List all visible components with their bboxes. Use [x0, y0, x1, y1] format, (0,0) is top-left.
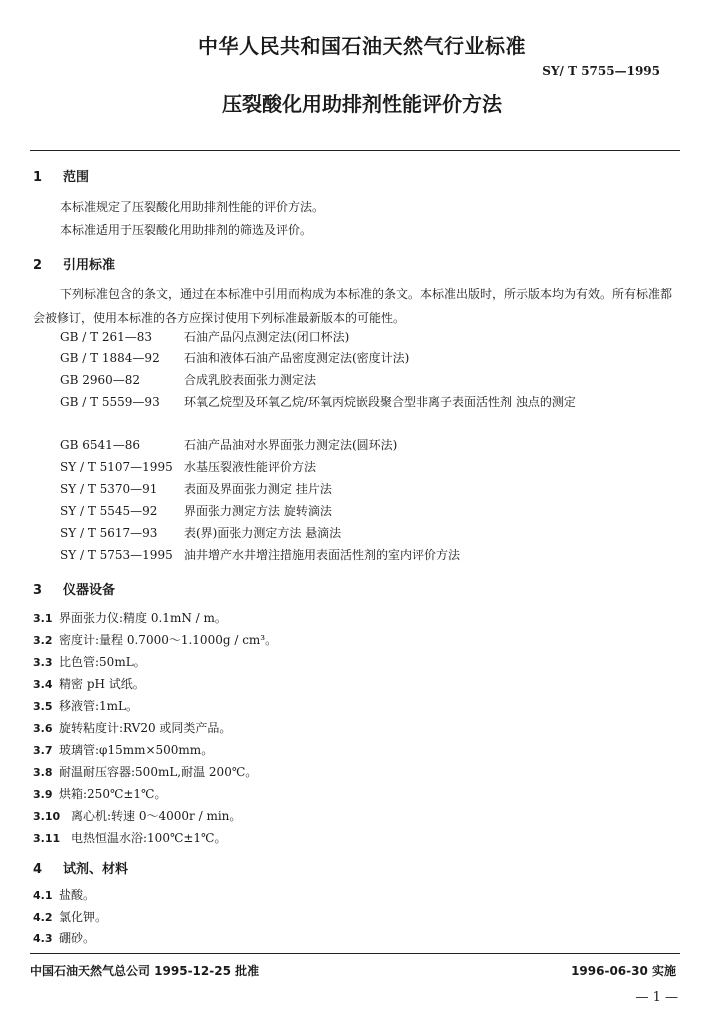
section-number: 3 — [33, 583, 43, 598]
list-item — [33, 785, 167, 802]
list-item — [33, 675, 145, 692]
list-item — [33, 719, 231, 736]
item-number: 4.3 — [33, 932, 53, 945]
item-text: 玻璃管:φ15mm×500mm。 — [59, 743, 214, 757]
approval-line: 中国石油天然气总公司 1995-12-25 批准 — [30, 964, 260, 978]
list-item — [33, 763, 257, 780]
reference-code: SY / T 5545—92 — [60, 504, 158, 518]
reference-code: GB 6541—86 — [60, 438, 141, 452]
section-title: 引用标准 — [63, 258, 116, 273]
reference-item — [60, 546, 460, 563]
section-number: 1 — [33, 170, 43, 185]
item-number: 3.1 — [33, 612, 53, 625]
reference-code: GB / T 5559—93 — [60, 395, 160, 409]
list-item — [33, 908, 107, 925]
section-3-heading — [33, 579, 115, 598]
reference-code: GB 2960—82 — [60, 373, 141, 387]
reference-code: SY / T 5107—1995 — [60, 460, 173, 474]
reference-code: SY / T 5617—93 — [60, 526, 158, 540]
reference-code: GB / T 261—83 — [60, 330, 153, 344]
list-item — [33, 631, 277, 648]
reference-code: SY / T 5370—91 — [60, 482, 158, 496]
list-item — [33, 697, 138, 714]
reference-name: 环氧乙烷型及环氧乙烷/环氧丙烷嵌段聚合型非离子表面活性剂 浊点的测定 — [184, 395, 576, 409]
section-number: 2 — [33, 258, 43, 273]
footer-rule — [30, 953, 680, 954]
list-item — [33, 653, 146, 670]
item-text: 密度计:量程 0.7000～1.1000g / cm³。 — [59, 633, 278, 647]
effective-date: 1996-06-30 实施 — [571, 964, 676, 978]
reference-item — [60, 328, 349, 345]
item-text: 移液管:1mL。 — [59, 699, 139, 713]
item-number: 3.11 — [33, 832, 61, 845]
reference-name: 合成乳胶表面张力测定法 — [184, 373, 317, 387]
org-title: 中华人民共和国石油天然气行业标准 — [198, 34, 526, 58]
document-title: 压裂酸化用助排剂性能评价方法 — [222, 92, 502, 116]
section-title: 仪器设备 — [63, 583, 116, 598]
reference-item — [60, 480, 332, 497]
item-number: 3.8 — [33, 766, 53, 779]
list-item — [33, 741, 213, 758]
page-number: — 1 — — [635, 990, 678, 1005]
item-number: 3.6 — [33, 722, 53, 735]
item-number: 3.9 — [33, 788, 53, 801]
reference-item — [60, 392, 724, 413]
section-2-heading — [33, 254, 115, 273]
reference-item — [60, 436, 397, 453]
header-rule — [30, 150, 680, 151]
item-text: 耐温耐压容器:500mL,耐温 200℃。 — [59, 765, 258, 779]
item-text: 盐酸。 — [59, 888, 96, 902]
reference-item — [60, 371, 316, 388]
item-text: 氯化钾。 — [59, 910, 108, 924]
section-title: 试剂、材料 — [63, 862, 129, 877]
reference-name: 石油产品闪点测定法(闭口杯法) — [184, 330, 350, 344]
item-number: 3.4 — [33, 678, 53, 691]
reference-name: 表面及界面张力测定 挂片法 — [184, 482, 332, 496]
item-number: 3.7 — [33, 744, 53, 757]
reference-name: 石油和液体石油产品密度测定法(密度计法) — [184, 351, 410, 365]
reference-item — [60, 458, 316, 475]
reference-item — [60, 502, 332, 519]
item-text: 界面张力仪:精度 0.1mN / m。 — [59, 611, 227, 625]
reference-item — [60, 349, 409, 366]
standard-code: SY/ T 5755—1995 — [542, 64, 660, 78]
item-number: 3.5 — [33, 700, 53, 713]
item-text: 旋转粘度计:RV20 或同类产品。 — [59, 721, 232, 735]
reference-name: 水基压裂液性能评价方法 — [184, 460, 317, 474]
reference-name: 界面张力测定方法 旋转滴法 — [184, 504, 332, 518]
item-text: 比色管:50mL。 — [59, 655, 146, 669]
item-number: 3.3 — [33, 656, 53, 669]
reference-code: SY / T 5753—1995 — [60, 548, 173, 562]
item-text: 电热恒温水浴:100℃±1℃。 — [71, 831, 227, 845]
section-title: 范围 — [63, 170, 90, 185]
item-text: 硼砂。 — [59, 931, 96, 945]
item-number: 4.2 — [33, 911, 53, 924]
reference-name: 表(界)面张力测定方法 悬滴法 — [184, 526, 342, 540]
paragraph: 本标准适用于压裂酸化用助排剂的筛选及评价。 — [60, 223, 313, 237]
reference-name: 油井增产水井增注措施用表面活性剂的室内评价方法 — [184, 548, 461, 562]
item-text: 精密 pH 试纸。 — [59, 677, 145, 691]
list-item — [33, 886, 95, 903]
section-4-heading — [33, 858, 128, 877]
item-number: 4.1 — [33, 889, 53, 902]
reference-item — [60, 524, 341, 541]
list-item — [33, 807, 241, 824]
list-item — [33, 609, 227, 626]
item-text: 烘箱:250℃±1℃。 — [59, 787, 167, 801]
list-item — [33, 829, 227, 846]
paragraph: 本标准规定了压裂酸化用助排剂性能的评价方法。 — [60, 200, 325, 214]
section-1-heading — [33, 166, 89, 185]
reference-name: 石油产品油对水界面张力测定法(圆环法) — [184, 438, 398, 452]
item-text: 离心机:转速 0～4000r / min。 — [71, 809, 242, 823]
item-number: 3.2 — [33, 634, 53, 647]
section-number: 4 — [33, 862, 43, 877]
item-number: 3.10 — [33, 810, 61, 823]
list-item — [33, 929, 95, 946]
reference-code: GB / T 1884—92 — [60, 351, 160, 365]
intro-paragraph: 下列标准包含的条文，通过在本标准中引用而构成为本标准的条文。本标准出版时，所示版本均为有效。所有标准都会被修订，使用本标准的各方应探讨使用下列标准最新版本的可能性。 — [33, 287, 673, 325]
